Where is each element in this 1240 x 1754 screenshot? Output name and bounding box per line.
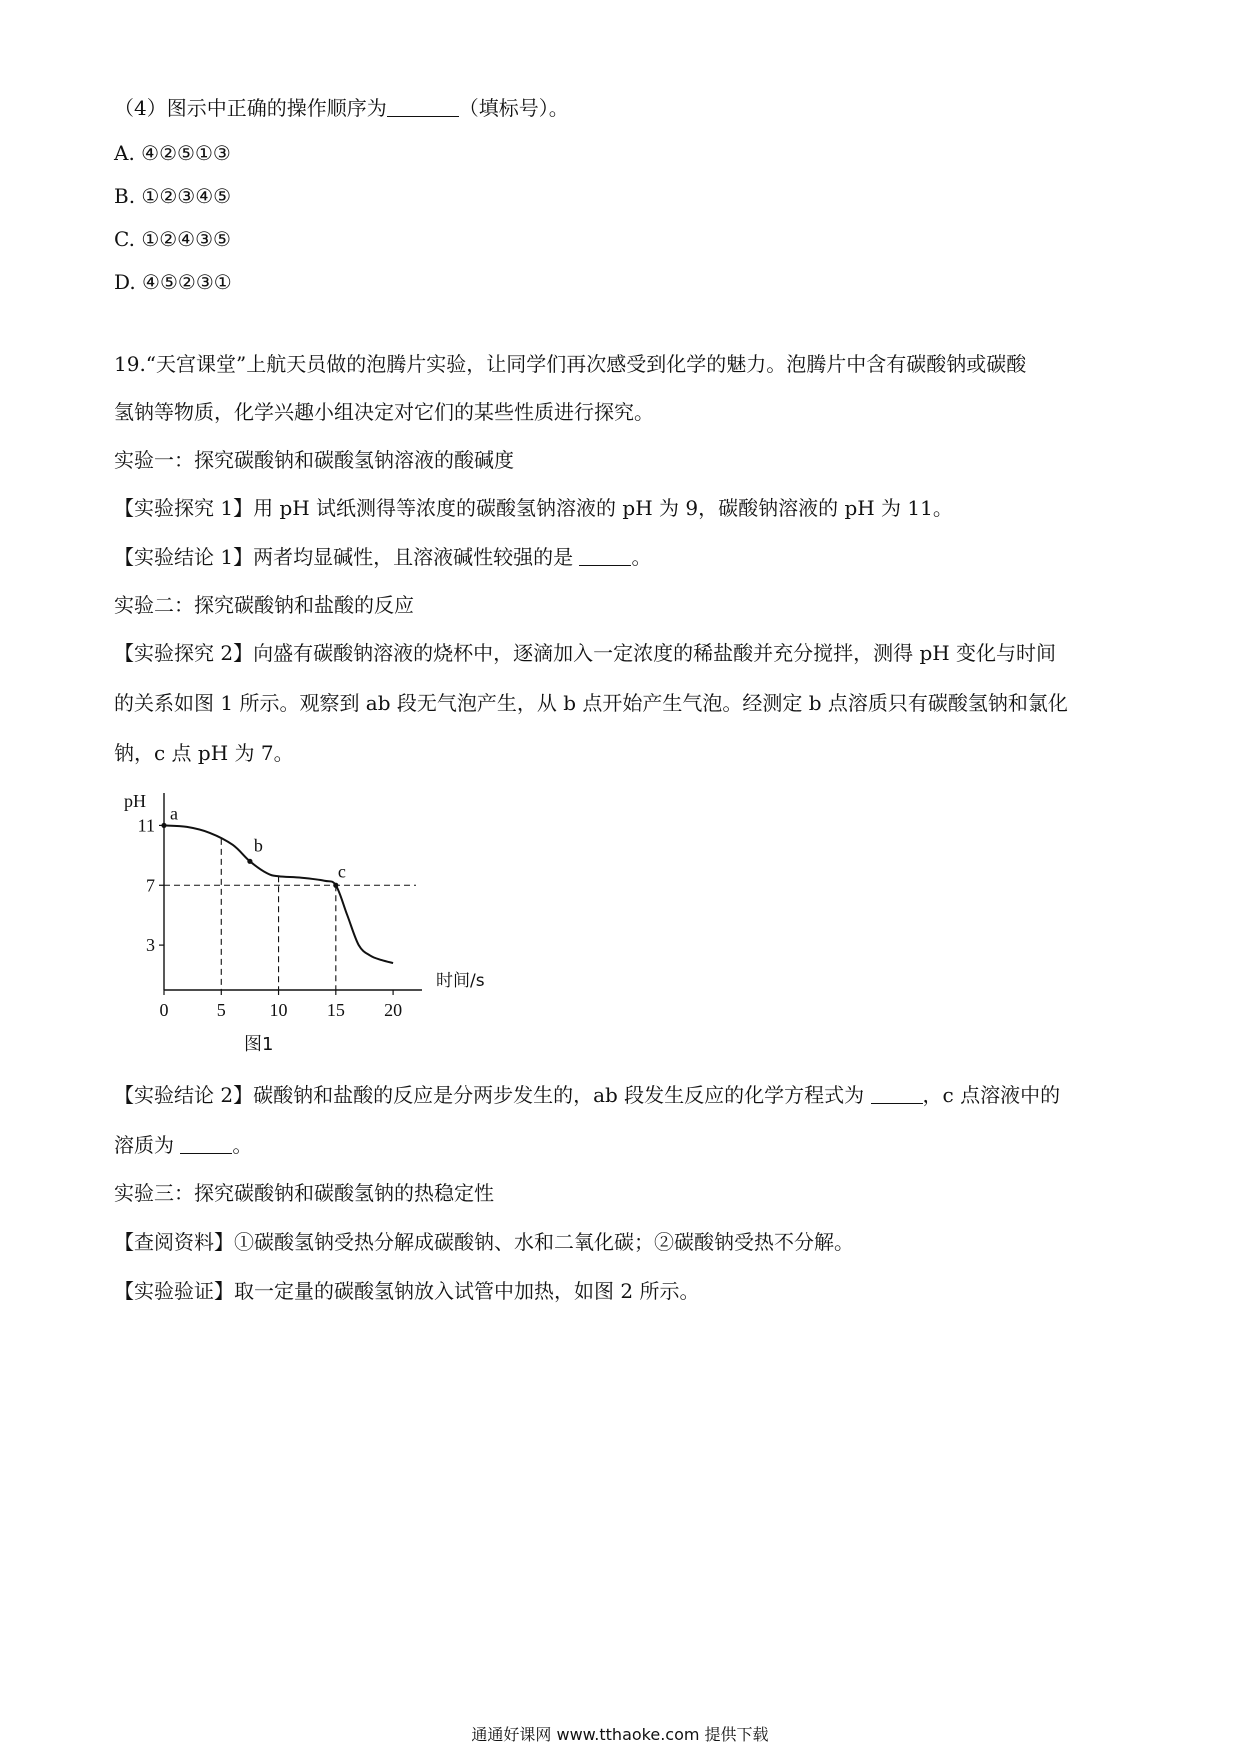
ph-curve	[164, 825, 393, 963]
option-letter: A.	[114, 141, 135, 165]
exp2-title: 实验二：探究碳酸钠和盐酸的反应	[114, 593, 414, 617]
q18-stem-prefix: （4）图示中正确的操作顺序为	[114, 96, 387, 120]
exp1-title: 实验一：探究碳酸钠和碳酸氢钠溶液的酸碱度	[114, 448, 514, 472]
y-tick-label: 3	[146, 935, 155, 956]
exp2-conclusion-suffix: ，c 点溶液中的	[922, 1083, 1061, 1107]
exp2-conclusion-prefix: 【实验结论 2】碳酸钠和盐酸的反应是分两步发生的，ab 段发生反应的化学方程式为	[114, 1083, 871, 1107]
exp3-verify: 【实验验证】取一定量的碳酸氢钠放入试管中加热，如图 2 所示。	[114, 1279, 700, 1303]
exp2-probe-line1: 【实验探究 2】向盛有碳酸钠溶液的烧杯中，逐滴加入一定浓度的稀盐酸并充分搅拌，测得 pH 变化与时间	[114, 641, 1057, 665]
x-tick-label: 15	[326, 1000, 345, 1020]
exp2-conclusion-line2	[114, 1131, 252, 1159]
answer-blank[interactable]	[579, 545, 631, 566]
y-tick-label: 7	[146, 875, 155, 896]
x-tick-label: 10	[269, 1000, 288, 1020]
exp2-conclusion2-suffix: 。	[232, 1133, 253, 1157]
option-c[interactable]	[114, 225, 231, 253]
option-letter: C.	[114, 227, 135, 251]
exp2-probe-line2: 的关系如图 1 所示。观察到 ab 段无气泡产生，从 b 点开始产生气泡。经测定 b 点溶质只有碳酸氢钠和氯化	[114, 691, 1068, 715]
exp2-conclusion2-prefix: 溶质为	[114, 1133, 181, 1157]
option-text: ①②④③⑤	[141, 227, 231, 251]
exp1-conclusion-prefix: 【实验结论 1】两者均显碱性，且溶液碱性较强的是	[114, 545, 580, 569]
exp1-conclusion	[114, 543, 651, 571]
option-a[interactable]	[114, 139, 231, 167]
exp1-probe: 【实验探究 1】用 pH 试纸测得等浓度的碳酸氢钠溶液的 pH 为 9，碳酸钠溶液的 pH 为 11。	[114, 496, 953, 520]
exp2-conclusion-line1	[114, 1081, 1060, 1109]
x-tick-label: 20	[384, 1000, 403, 1020]
exp1-conclusion-suffix: 。	[631, 545, 652, 569]
x-tick-label: 0	[159, 1000, 169, 1020]
exp2-probe-line3: 钠，c 点 pH 为 7。	[114, 741, 294, 765]
x-tick-label: 5	[216, 1000, 226, 1020]
option-text: ④⑤②③①	[142, 270, 232, 294]
footer-watermark: 通通好课网 www.tthaoke.com 提供下载	[471, 1725, 769, 1744]
answer-blank[interactable]	[871, 1083, 923, 1104]
option-b[interactable]	[114, 182, 231, 210]
ph-time-chart	[110, 785, 490, 1055]
y-tick-label: 11	[137, 815, 155, 836]
option-d[interactable]	[114, 268, 232, 296]
point-label-a: a	[170, 803, 178, 824]
figure-caption: 图1	[244, 1034, 274, 1055]
option-text: ①②③④⑤	[141, 184, 232, 208]
q18-stem-suffix: （填标号）。	[458, 96, 569, 120]
x-axis-label: 时间/s	[436, 971, 485, 991]
option-letter: B.	[114, 184, 136, 208]
point-label-c: c	[337, 861, 346, 882]
q18-stem	[114, 94, 569, 122]
answer-blank[interactable]	[180, 1133, 232, 1154]
point-label-b: b	[253, 835, 263, 856]
q19-intro-line1: 19.“天宫课堂”上航天员做的泡腾片实验，让同学们再次感受到化学的魅力。泡腾片中含有碳酸钠或碳酸	[114, 352, 1027, 376]
point-c	[333, 883, 338, 888]
answer-blank[interactable]	[387, 96, 459, 117]
option-text: ④②⑤①③	[141, 141, 231, 165]
point-a	[161, 823, 166, 828]
y-axis-label: pH	[124, 791, 146, 811]
exp3-title: 实验三：探究碳酸钠和碳酸氢钠的热稳定性	[114, 1181, 494, 1205]
point-b	[247, 859, 252, 864]
option-letter: D.	[114, 270, 136, 294]
exp3-info: 【查阅资料】①碳酸氢钠受热分解成碳酸钠、水和二氧化碳；②碳酸钠受热不分解。	[114, 1230, 854, 1254]
q19-intro-line2: 氢钠等物质，化学兴趣小组决定对它们的某些性质进行探究。	[114, 400, 654, 424]
